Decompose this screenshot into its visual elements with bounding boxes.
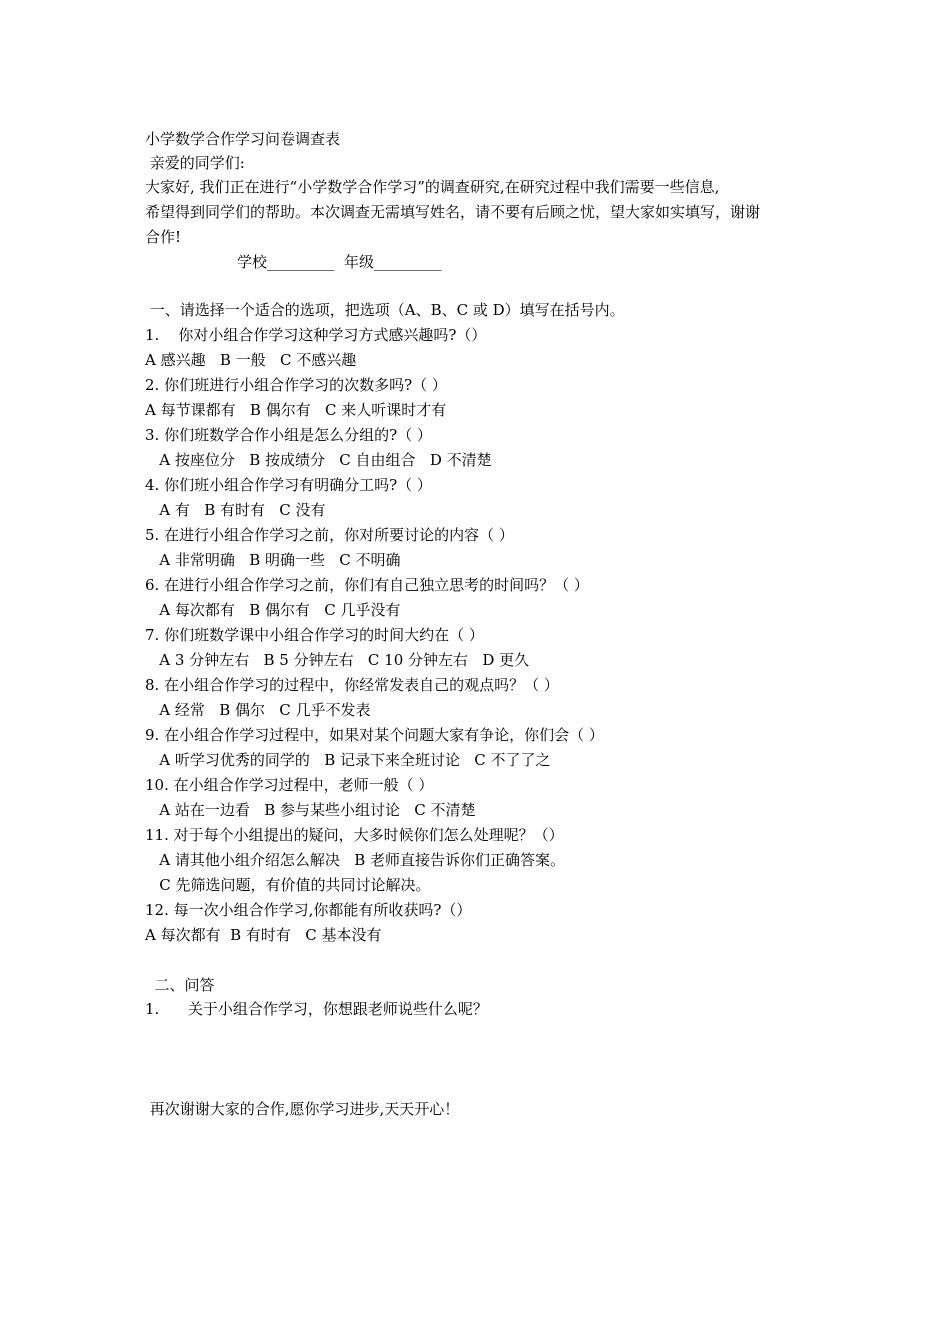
document-title: 小学数学合作学习问卷调查表 xyxy=(145,130,341,148)
options-12: A 每次都有 B 有时有 C 基本没有 xyxy=(145,926,382,944)
question-9: 9. 在小组合作学习过程中，如果对某个问题大家有争论，你们会（ ） xyxy=(145,726,604,744)
greeting: 亲爱的同学们: xyxy=(145,154,245,172)
question-10: 10. 在小组合作学习过程中，老师一般（ ） xyxy=(145,776,434,794)
intro-line-3: 合作! xyxy=(145,228,182,246)
options-6: A 每次都有 B 偶尔有 C 几乎没有 xyxy=(145,601,401,619)
question-1: 1. 你对小组合作学习这种学习方式感兴趣吗?（） xyxy=(145,326,487,344)
intro-line-2: 希望得到同学们的帮助。本次调查无需填写姓名，请不要有后顾之忧，望大家如实填写，谢谢 xyxy=(145,203,761,221)
options-11-c: C 先筛选问题，有价值的共同讨论解决。 xyxy=(145,876,431,894)
question-11: 11. 对于每个小组提出的疑问，大多时候你们怎么处理呢？（） xyxy=(145,826,564,844)
options-2: A 每节课都有 B 偶尔有 C 来人听课时才有 xyxy=(145,401,447,419)
options-10: A 站在一边看 B 参与某些小组讨论 C 不清楚 xyxy=(145,801,476,819)
question-7: 7. 你们班数学课中小组合作学习的时间大约在（ ） xyxy=(145,626,484,644)
options-7: A 3 分钟左右 B 5 分钟左右 C 10 分钟左右 D 更久 xyxy=(145,651,530,669)
options-3: A 按座位分 B 按成绩分 C 自由组合 D 不清楚 xyxy=(145,451,492,469)
closing-line: 再次谢谢大家的合作,愿你学习进步,天天开心！ xyxy=(145,1100,460,1118)
options-8: A 经常 B 偶尔 C 几乎不发表 xyxy=(145,701,371,719)
question-12: 12. 每一次小组合作学习,你都能有所收获吗?（） xyxy=(145,901,472,919)
question-3: 3. 你们班数学合作小组是怎么分组的?（ ） xyxy=(145,426,432,444)
question-2: 2. 你们班进行小组合作学习的次数多吗?（ ） xyxy=(145,376,447,394)
question-8: 8. 在小组合作学习的过程中，你经常发表自己的观点吗？（ ） xyxy=(145,676,559,694)
intro-line-1: 大家好, 我们正在进行“小学数学合作学习”的调查研究,在研究过程中我们需要一些信息, xyxy=(145,178,720,196)
open-question-1: 1. 关于小组合作学习，你想跟老师说些什么呢？ xyxy=(145,1000,488,1018)
school-grade-line: 学校_________ 年级_________ xyxy=(237,253,442,271)
options-1: A 感兴趣 B 一般 C 不感兴趣 xyxy=(145,351,357,369)
options-11-ab: A 请其他小组介绍怎么解决 B 老师直接告诉你们正确答案。 xyxy=(145,851,566,869)
options-9: A 听学习优秀的同学的 B 记录下来全班讨论 C 不了了之 xyxy=(145,751,551,769)
options-4: A 有 B 有时有 C 没有 xyxy=(145,501,326,519)
question-6: 6. 在进行小组合作学习之前，你们有自己独立思考的时间吗？（ ） xyxy=(145,576,589,594)
section2-heading: 二、问答 xyxy=(145,976,215,994)
question-4: 4. 你们班小组合作学习有明确分工吗?（ ） xyxy=(145,476,432,494)
options-5: A 非常明确 B 明确一些 C 不明确 xyxy=(145,551,401,569)
section1-heading: 一、请选择一个适合的选项，把选项（A、B、C 或 D）填写在括号内。 xyxy=(145,301,625,319)
question-5: 5. 在进行小组合作学习之前，你对所要讨论的内容（ ） xyxy=(145,526,514,544)
